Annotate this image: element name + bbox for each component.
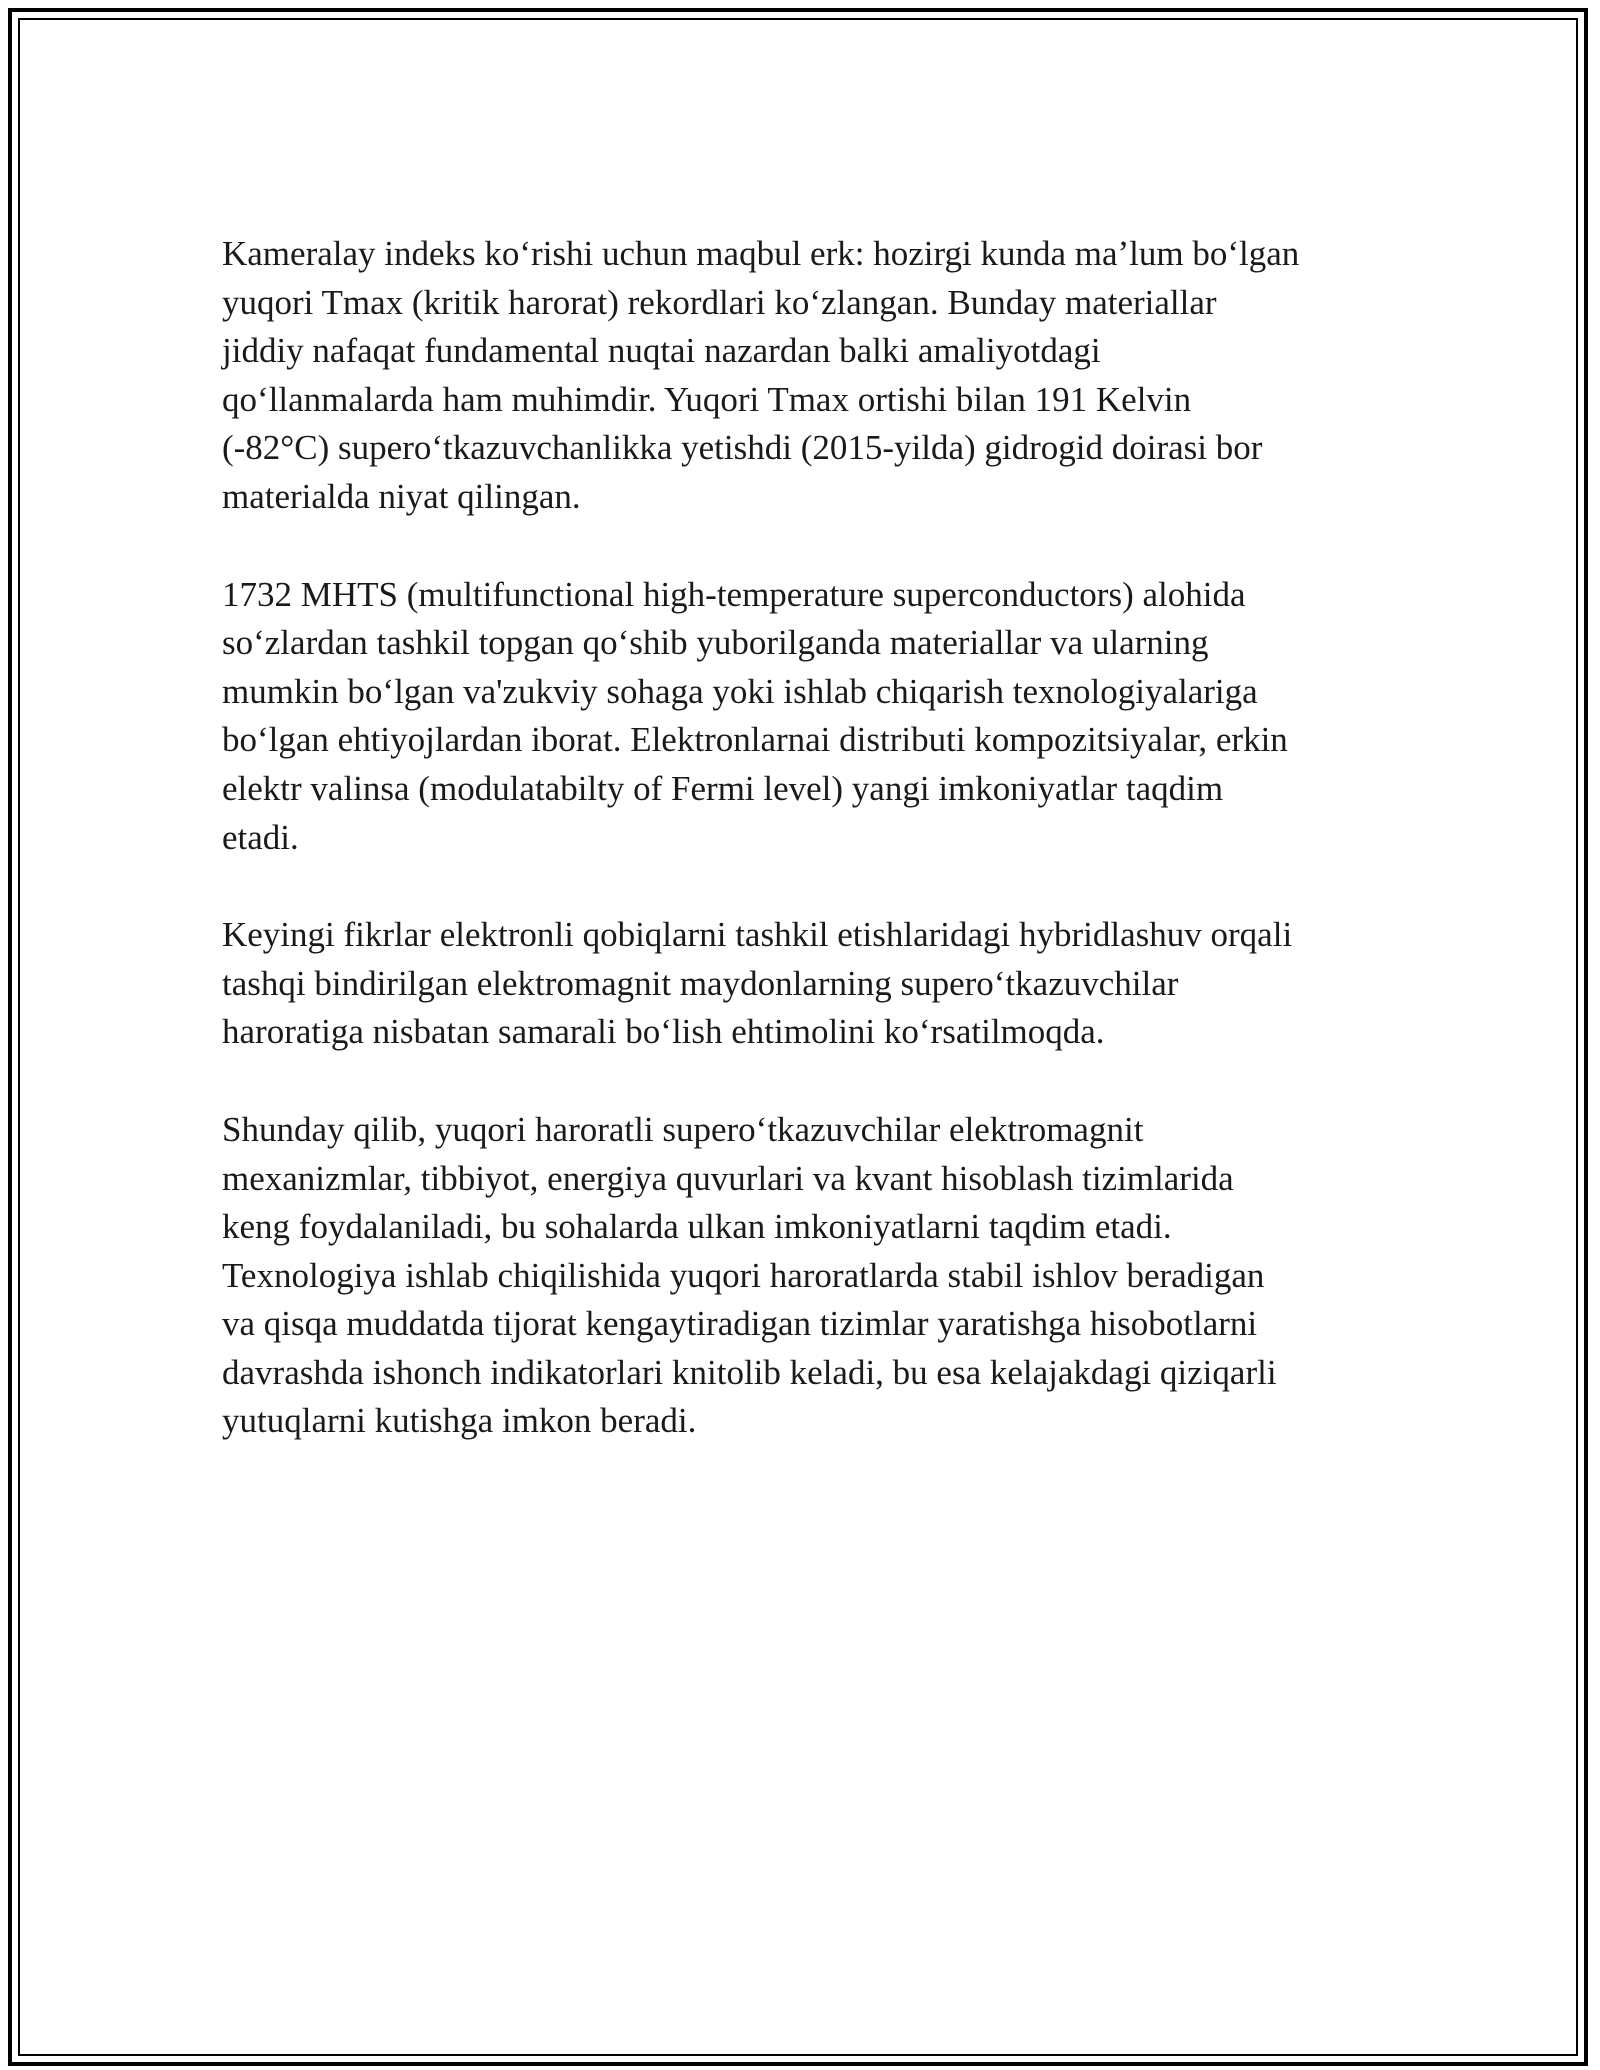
paragraph-1: Kameralay indeks koʻrishi uchun maqbul erk: hozirgi kunda maʼlum boʻlgan yuqori Tmax (kritik harorat) rekordlari koʻzlangan. Bunday materiallar jiddiy nafaqat fundamental nuqtai nazardan balki amaliyotdagi qoʻllanmalarda ham muhimdir. Yuqori Tmax ortishi bilan 191 Kelvin (-82°C) superoʻtkazuvchanlikka yetishdi (2015-yilda) gidrogid doirasi bor materialda niyat qilingan. xyxy=(222,234,1300,516)
document-body xyxy=(222,230,1382,1495)
paragraph-4: Shunday qilib, yuqori haroratli superoʻtkazuvchilar elektromagnit mexanizmlar, tibbiyot, energiya quvurlari va kvant hisoblash tizimlarida keng foydalaniladi, bu sohalarda ulkan imkoniyatlarni taqdim etadi. Texnologiya ishlab chiqilishida yuqori haroratlarda stabil ishlov beradigan va qisqa muddatda tijorat kengaytiradigan tizimlar yaratishga hisobotlarni davrashda ishonch indikatorlari knitolib keladi, bu esa kelajakdagi qiziqarli yutuqlarni kutishga imkon beradi. xyxy=(222,1109,1277,1441)
paragraph-3: Keyingi fikrlar elektronli qobiqlarni tashkil etishlaridagi hybridlashuv orqali tashqi bindirilgan elektromagnit maydonlarning superoʻtkazuvchilar haroratiga nisbatan samarali boʻlish ehtimolini koʻrsatilmoqda. xyxy=(222,915,1293,1052)
paragraph-2: 1732 MHTS (multifunctional high-temperature superconductors) alohida soʻzlardan tashkil topgan qoʻshib yuborilganda materiallar va ularning mumkin boʻlgan va'zukviy sohaga yoki ishlab chiqarish texnologiyalariga boʻlgan ehtiyojlardan iborat. Elektronlarnai distributi kompozitsiyalar, erkin elektr valinsa (modulatabilty of Fermi level) yangi imkoniyatlar taqdim etadi. xyxy=(222,574,1288,857)
